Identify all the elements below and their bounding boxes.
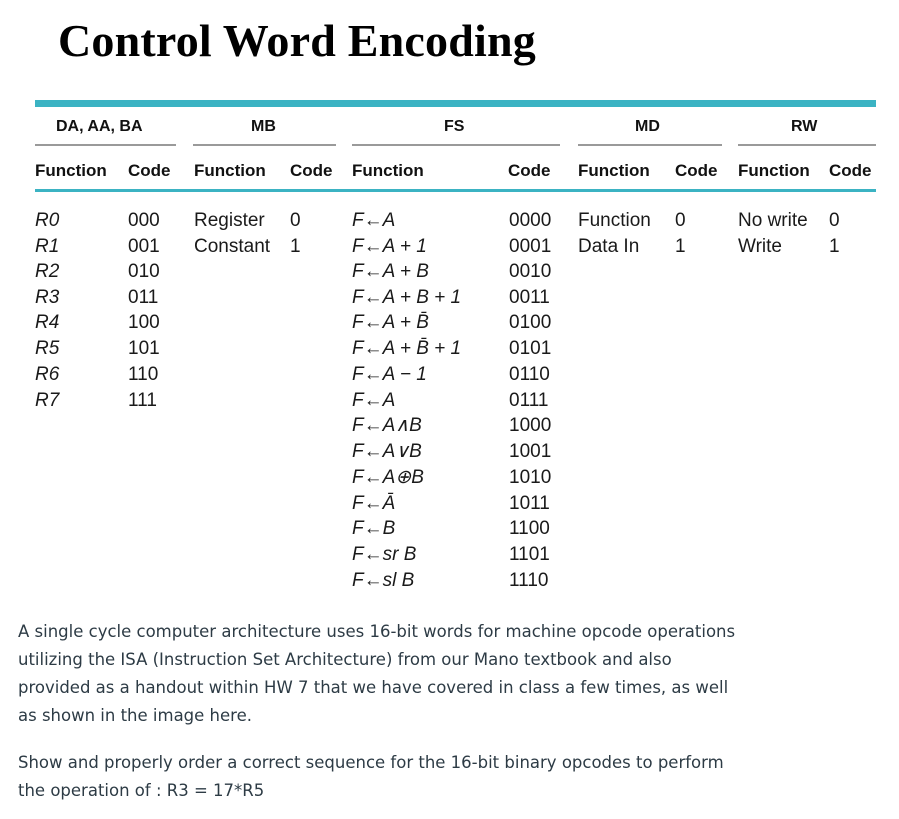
fs-code: 1100 [509,518,550,539]
register-name: R1 [35,236,60,257]
header-da-aa-ba: DA, AA, BA [56,118,143,135]
fs-code: 1101 [509,544,550,565]
fs-function: F←A∧B [352,415,422,436]
register-name: R3 [35,287,60,308]
header-rule-da [35,144,176,146]
fs-function: F←A + B + 1 [352,287,462,308]
mb-function: Constant [194,236,271,257]
subheader-function: Function [35,161,107,180]
fs-code: 0000 [509,210,552,231]
rw-code: 0 [829,210,840,231]
fs-function: F←A + B̄ [352,312,429,333]
subheader-code: Code [290,161,333,180]
register-name: R0 [35,210,60,231]
register-name: R5 [35,338,60,359]
fs-code: 0110 [509,364,550,385]
md-function: Function [578,210,651,231]
register-code: 111 [128,390,157,411]
mb-function: Register [194,210,265,231]
fs-function: F←sl B [352,570,415,591]
register-code: 100 [128,312,160,333]
fs-function: F←A + B [352,261,429,282]
fs-function: F←sr B [352,544,417,565]
fs-code: 0100 [509,312,552,333]
header-fs: FS [444,118,465,135]
register-name: R2 [35,261,60,282]
fs-code: 0001 [509,236,552,257]
md-function: Data In [578,236,640,257]
fs-code: 1000 [509,415,552,436]
register-code: 001 [128,236,160,257]
fs-code: 1010 [509,467,552,488]
header-rule-rw [738,144,876,146]
table-header-rule [35,189,876,192]
question-prompt: Show and properly order a correct sequence for the 16-bit binary opcodes to perform the operation of : R3 = 17*R5 [18,753,724,800]
register-name: R4 [35,312,60,333]
rw-function: No write [738,210,808,231]
fs-function: F←A [352,210,396,231]
fs-code: 1001 [509,441,552,462]
register-code: 000 [128,210,160,231]
register-code: 010 [128,261,160,282]
header-md: MD [635,118,660,135]
page-title: Control Word Encoding [58,15,536,66]
fs-code: 1110 [509,570,549,591]
mb-code: 1 [290,236,301,257]
subheader-function: Function [578,161,650,180]
subheader-code: Code [508,161,551,180]
fs-code: 0011 [509,287,550,308]
subheader-code: Code [829,161,872,180]
register-code: 110 [128,364,159,385]
question-paragraph: A single cycle computer architecture uses 16-bit words for machine opcode operations utilizing the ISA (Instruction Set Architecture) from our Mano textbook and also provided as a handout within HW 7 that we have covered in class a few times, as well as shown in the image here. [18,622,736,725]
header-rw: RW [791,118,818,135]
register-name: R7 [35,390,60,411]
rw-code: 1 [829,236,840,257]
register-name: R6 [35,364,60,385]
header-rule-md [578,144,722,146]
subheader-function: Function [352,161,424,180]
fs-code: 0111 [509,390,549,411]
header-rule-fs [352,144,560,146]
fs-function: F←A + 1 [352,236,427,257]
mb-code: 0 [290,210,301,231]
md-code: 0 [675,210,686,231]
fs-code: 1011 [509,493,550,514]
header-rule-mb [193,144,336,146]
table-top-rule [35,100,876,107]
fs-code: 0010 [509,261,552,282]
fs-function: F←A + B̄ + 1 [352,338,462,359]
subheader-function: Function [738,161,810,180]
register-code: 101 [128,338,160,359]
register-code: 011 [128,287,159,308]
fs-function: F←Ā [352,493,396,514]
fs-function: F←A∨B [352,441,422,462]
fs-function: F←B [352,518,396,539]
rw-function: Write [738,236,782,257]
fs-code: 0101 [509,338,552,359]
fs-function: F←A [352,390,396,411]
fs-function: F←A⊕B [352,467,424,488]
subheader-function: Function [194,161,266,180]
subheader-code: Code [675,161,718,180]
header-mb: MB [251,118,276,135]
subheader-code: Code [128,161,171,180]
md-code: 1 [675,236,686,257]
fs-function: F←A − 1 [352,364,427,385]
